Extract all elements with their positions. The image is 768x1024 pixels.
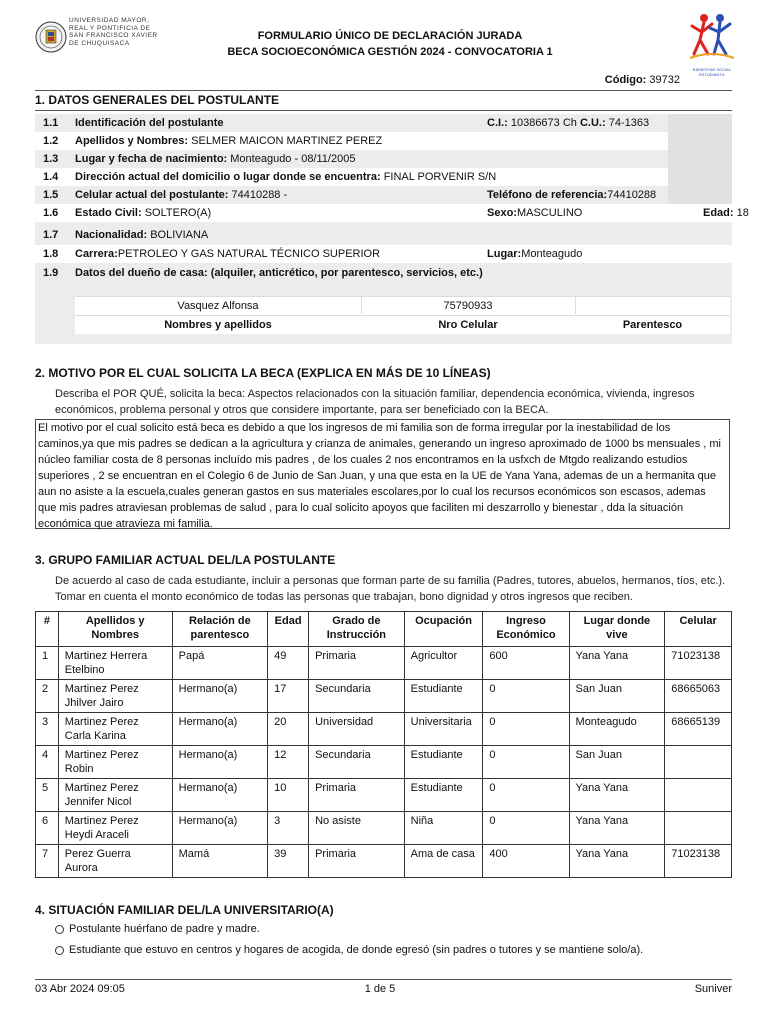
option-shelter[interactable] bbox=[55, 944, 643, 956]
row-number: 1.8 bbox=[43, 248, 59, 260]
row-label bbox=[75, 153, 355, 165]
header-age: Edad bbox=[268, 612, 309, 647]
lugar-value: Monteagudo bbox=[521, 248, 583, 260]
member-cell: 71023138 bbox=[665, 647, 732, 680]
ci-value: 10386673 Ch bbox=[510, 117, 577, 129]
member-grade: Primaria bbox=[309, 779, 405, 812]
header-place: Lugar donde vive bbox=[569, 612, 665, 647]
member-grade: Secundaria bbox=[309, 680, 405, 713]
row-index: 7 bbox=[36, 845, 59, 878]
estado-civil-label: Estado Civil: bbox=[75, 207, 142, 219]
footer-user: Suniver bbox=[694, 983, 732, 995]
referencia-label: Teléfono de referencia: bbox=[487, 189, 608, 201]
row-carrera bbox=[35, 245, 732, 263]
row-number: 1.2 bbox=[43, 135, 59, 147]
row-label bbox=[75, 267, 483, 279]
radio-icon[interactable] bbox=[55, 925, 64, 934]
nacimiento-label: Lugar y fecha de nacimiento: bbox=[75, 153, 228, 165]
nacionalidad-value: BOLIVIANA bbox=[150, 229, 209, 241]
sexo bbox=[487, 207, 582, 219]
row-index: 5 bbox=[36, 779, 59, 812]
member-age: 3 bbox=[268, 812, 309, 845]
table-row bbox=[36, 845, 732, 878]
member-income: 400 bbox=[483, 845, 569, 878]
owner-phone: 75790933 bbox=[443, 300, 493, 312]
row-index: 4 bbox=[36, 746, 59, 779]
row-index: 3 bbox=[36, 713, 59, 746]
form-title bbox=[180, 28, 600, 60]
carrera-label: Carrera: bbox=[75, 248, 118, 260]
member-occupation: Ama de casa bbox=[404, 845, 483, 878]
member-age: 17 bbox=[268, 680, 309, 713]
member-occupation: Estudiante bbox=[404, 746, 483, 779]
celular-value: 74410288 - bbox=[231, 189, 288, 201]
member-relation: Hermano(a) bbox=[172, 779, 268, 812]
table-row bbox=[36, 647, 732, 680]
member-cell: 68665139 bbox=[665, 713, 732, 746]
row-label bbox=[75, 229, 208, 241]
row-index: 1 bbox=[36, 647, 59, 680]
nombres-label: Apellidos y Nombres: bbox=[75, 135, 189, 147]
member-income: 0 bbox=[483, 680, 569, 713]
row-label bbox=[75, 189, 287, 201]
row-label bbox=[75, 117, 224, 129]
section3-title: 3. GRUPO FAMILIAR ACTUAL DEL/LA POSTULANTE bbox=[35, 553, 336, 567]
section1-title: 1. DATOS GENERALES DEL POSTULANTE bbox=[35, 93, 280, 107]
member-grade: No asiste bbox=[309, 812, 405, 845]
footer-divider bbox=[35, 979, 732, 980]
row-index: 6 bbox=[36, 812, 59, 845]
university-name: UNIVERSIDAD MAYOR, REAL Y PONTIFICIA DE SAN FRANCISCO XAVIER DE CHUQUISACA bbox=[69, 17, 158, 47]
title-line-1: FORMULARIO ÚNICO DE DECLARACIÓN JURADA bbox=[257, 30, 523, 42]
section2-instructions: Describa el POR QUÉ, solicita la beca: Aspectos relacionados con la situación familiar, dependencia económica, vivienda, ingresos económicos, problema personal y otros que considere importante, para ser beneficiado con la BECA. bbox=[55, 388, 695, 416]
document-header bbox=[0, 0, 768, 86]
direccion-label: Dirección actual del domicilio o lugar donde se encuentra: bbox=[75, 171, 381, 183]
row-nacionalidad bbox=[35, 226, 732, 244]
member-income: 0 bbox=[483, 713, 569, 746]
member-relation: Hermano(a) bbox=[172, 746, 268, 779]
codigo-value: 39732 bbox=[649, 74, 680, 86]
table-row bbox=[36, 746, 732, 779]
row-direccion bbox=[35, 168, 668, 186]
member-income: 600 bbox=[483, 647, 569, 680]
row-nombres bbox=[35, 132, 668, 150]
section1-divider bbox=[35, 90, 732, 91]
row-identificacion bbox=[35, 114, 732, 132]
member-relation: Hermano(a) bbox=[172, 812, 268, 845]
member-age: 39 bbox=[268, 845, 309, 878]
owner-header-phone: Nro Celular bbox=[438, 319, 498, 331]
member-occupation: Agricultor bbox=[404, 647, 483, 680]
member-relation: Papá bbox=[172, 647, 268, 680]
header-occupation: Ocupación bbox=[404, 612, 483, 647]
carrera-value: PETROLEO Y GAS NATURAL TÉCNICO SUPERIOR bbox=[117, 248, 381, 260]
ci-cu bbox=[487, 117, 649, 129]
member-income: 0 bbox=[483, 779, 569, 812]
codigo-label: Código: bbox=[604, 74, 647, 86]
member-grade: Primaria bbox=[309, 647, 405, 680]
owner-col-divider bbox=[575, 296, 576, 314]
row-label bbox=[75, 135, 382, 147]
member-income: 0 bbox=[483, 812, 569, 845]
welfare-figures-icon bbox=[686, 10, 738, 64]
header-cell: Celular bbox=[665, 612, 732, 647]
row-number: 1.5 bbox=[43, 189, 59, 201]
member-occupation: Estudiante bbox=[404, 779, 483, 812]
table-row bbox=[36, 812, 732, 845]
row-number: 1.9 bbox=[43, 267, 59, 279]
member-name: Martinez Perez Jennifer Nicol bbox=[58, 779, 172, 812]
owner-header-relation: Parentesco bbox=[622, 319, 683, 331]
cu-value: 74-1363 bbox=[608, 117, 650, 129]
member-cell bbox=[665, 779, 732, 812]
footer-date: 03 Abr 2024 09:05 bbox=[35, 983, 125, 995]
owner-table bbox=[75, 296, 730, 334]
member-name: Martinez Perez Jhilver Jairo bbox=[58, 680, 172, 713]
member-age: 10 bbox=[268, 779, 309, 812]
header-grade: Grado de Instrucción bbox=[309, 612, 405, 647]
member-place: San Juan bbox=[569, 680, 665, 713]
nombres-value: SELMER MAICON MARTINEZ PEREZ bbox=[191, 135, 383, 147]
sexo-value: MASCULINO bbox=[516, 207, 583, 219]
nacionalidad-label: Nacionalidad: bbox=[75, 229, 148, 241]
row-number: 1.6 bbox=[43, 207, 59, 219]
celular-label: Celular actual del postulante: bbox=[75, 189, 229, 201]
identificacion-label: Identificación del postulante bbox=[75, 117, 224, 129]
member-place: Yana Yana bbox=[569, 812, 665, 845]
table-row bbox=[36, 779, 732, 812]
member-place: Yana Yana bbox=[569, 845, 665, 878]
family-table bbox=[35, 611, 732, 878]
member-place: Monteagudo bbox=[569, 713, 665, 746]
form-code bbox=[560, 74, 680, 86]
member-grade: Primaria bbox=[309, 845, 405, 878]
member-age: 49 bbox=[268, 647, 309, 680]
member-grade: Secundaria bbox=[309, 746, 405, 779]
row-label bbox=[75, 171, 496, 183]
row-number: 1.4 bbox=[43, 171, 59, 183]
row-label bbox=[75, 248, 380, 260]
referencia-value: 74410288 bbox=[607, 189, 657, 201]
member-name: Perez Guerra Aurora bbox=[58, 845, 172, 878]
row-number: 1.3 bbox=[43, 153, 59, 165]
section1-title-divider bbox=[35, 110, 732, 111]
owner-header-name: Nombres y apellidos bbox=[164, 319, 272, 331]
option-orphan-label: Postulante huérfano de padre y madre. bbox=[69, 923, 260, 935]
header-income: Ingreso Económico bbox=[483, 612, 569, 647]
row-celular bbox=[35, 186, 732, 204]
member-age: 12 bbox=[268, 746, 309, 779]
member-name: Martinez Perez Robin bbox=[58, 746, 172, 779]
section2-title: 2. MOTIVO POR EL CUAL SOLICITA LA BECA (EXPLICA EN MÁS DE 10 LÍNEAS) bbox=[35, 366, 491, 380]
member-income: 0 bbox=[483, 746, 569, 779]
section3-instructions: De acuerdo al caso de cada estudiante, incluir a personas que forman parte de su familia (Padres, tutores, abuelos, hermanos, tíos, etc.). Tomar en cuenta el monto económico de todas las personas que trabajan, bono dignidad y otros ingresos que reciben. bbox=[55, 575, 726, 603]
member-name: Martinez Perez Carla Karina bbox=[58, 713, 172, 746]
member-cell: 68665063 bbox=[665, 680, 732, 713]
row-label bbox=[75, 207, 211, 219]
lugar bbox=[487, 248, 582, 260]
row-number: 1.1 bbox=[43, 117, 59, 129]
member-occupation: Universitaria bbox=[404, 713, 483, 746]
table-row bbox=[36, 713, 732, 746]
member-place: San Juan bbox=[569, 746, 665, 779]
member-name: Martinez Herrera Etelbino bbox=[58, 647, 172, 680]
option-orphan[interactable] bbox=[55, 923, 260, 935]
member-relation: Hermano(a) bbox=[172, 680, 268, 713]
nacimiento-value: Monteagudo - 08/11/2005 bbox=[230, 153, 356, 165]
member-relation: Mamá bbox=[172, 845, 268, 878]
lugar-label: Lugar: bbox=[487, 248, 522, 260]
sexo-label: Sexo: bbox=[487, 207, 517, 219]
dueno-casa-label: Datos del dueño de casa: (alquiler, anticrético, por parentesco, servicios, etc.) bbox=[75, 267, 483, 279]
option-shelter-label: Estudiante que estuvo en centros y hogares de acogida, de donde egresó (sin padres o tutores y se mantiene solo/a). bbox=[69, 944, 644, 956]
estado-civil-value: SOLTERO(A) bbox=[144, 207, 212, 219]
member-place: Yana Yana bbox=[569, 779, 665, 812]
welfare-logo bbox=[686, 10, 738, 77]
table-row bbox=[36, 680, 732, 713]
member-relation: Hermano(a) bbox=[172, 713, 268, 746]
member-place: Yana Yana bbox=[569, 647, 665, 680]
family-table-head bbox=[36, 612, 732, 647]
header-relation: Relación de parentesco bbox=[172, 612, 268, 647]
title-line-2: BECA SOCIOECONÓMICA GESTIÓN 2024 - CONVOCATORIA 1 bbox=[227, 46, 553, 58]
ci-label: C.I.: bbox=[487, 117, 508, 129]
edad bbox=[703, 207, 749, 219]
row-dueno-casa bbox=[35, 264, 732, 282]
row-nacimiento bbox=[35, 150, 732, 168]
edad-value: 18 bbox=[736, 207, 749, 219]
footer-page: 1 de 5 bbox=[364, 983, 396, 995]
member-name: Martinez Perez Heydi Araceli bbox=[58, 812, 172, 845]
member-cell bbox=[665, 812, 732, 845]
header-name: Apellidos y Nombres bbox=[58, 612, 172, 647]
edad-label: Edad: bbox=[703, 207, 734, 219]
direccion-value: FINAL PORVENIR S/N bbox=[383, 171, 497, 183]
header-index: # bbox=[36, 612, 59, 647]
family-table-header-row bbox=[36, 612, 732, 647]
row-index: 2 bbox=[36, 680, 59, 713]
member-cell: 71023138 bbox=[665, 845, 732, 878]
section4-title: 4. SITUACIÓN FAMILIAR DEL/LA UNIVERSITARIO(A) bbox=[35, 903, 334, 917]
member-occupation: Estudiante bbox=[404, 680, 483, 713]
owner-name: Vasquez Alfonsa bbox=[177, 300, 259, 312]
member-grade: Universidad bbox=[309, 713, 405, 746]
cu-label: C.U.: bbox=[579, 117, 606, 129]
member-age: 20 bbox=[268, 713, 309, 746]
member-occupation: Niña bbox=[404, 812, 483, 845]
radio-icon[interactable] bbox=[55, 946, 64, 955]
row-estado-civil bbox=[35, 204, 749, 222]
family-table-body bbox=[36, 647, 732, 878]
member-cell bbox=[665, 746, 732, 779]
row-number: 1.7 bbox=[43, 229, 59, 241]
welfare-logo-caption: BIENESTAR SOCIAL ESTUDIANTIL bbox=[692, 67, 732, 77]
referencia bbox=[487, 189, 656, 201]
motive-textbox: El motivo por el cual solicito está beca es debido a que los ingresos de mi familia son de forma irregular por la inestabilidad de los caminos,ya que mis padres se dedican a la agricultura y crianza de animales, generando un ingreso aproximado de 1000 bs mensuales , mi núcleo familiar costa de 8 personas incluído mis padres , de los cuales 2 nos encontramos en la usfxch de Mtgdo realizando estudios superiores , 2 se encuentran en el Colegio 6 de Junio de San Juan, y una que esta en la UE de Yana Yana, ademas de un a hermanita que aun no asiste a la escuela,cuales generan gastos en sus materiales escolares,por lo cual los recursos económicos son escasos, ademas que mis padres atraviesan problemas de salud , para lo cual solicito apoyos que faciliten mi deszarrollo y bienestar , dda la situación económica que atravieza mi familia. bbox=[35, 419, 730, 529]
